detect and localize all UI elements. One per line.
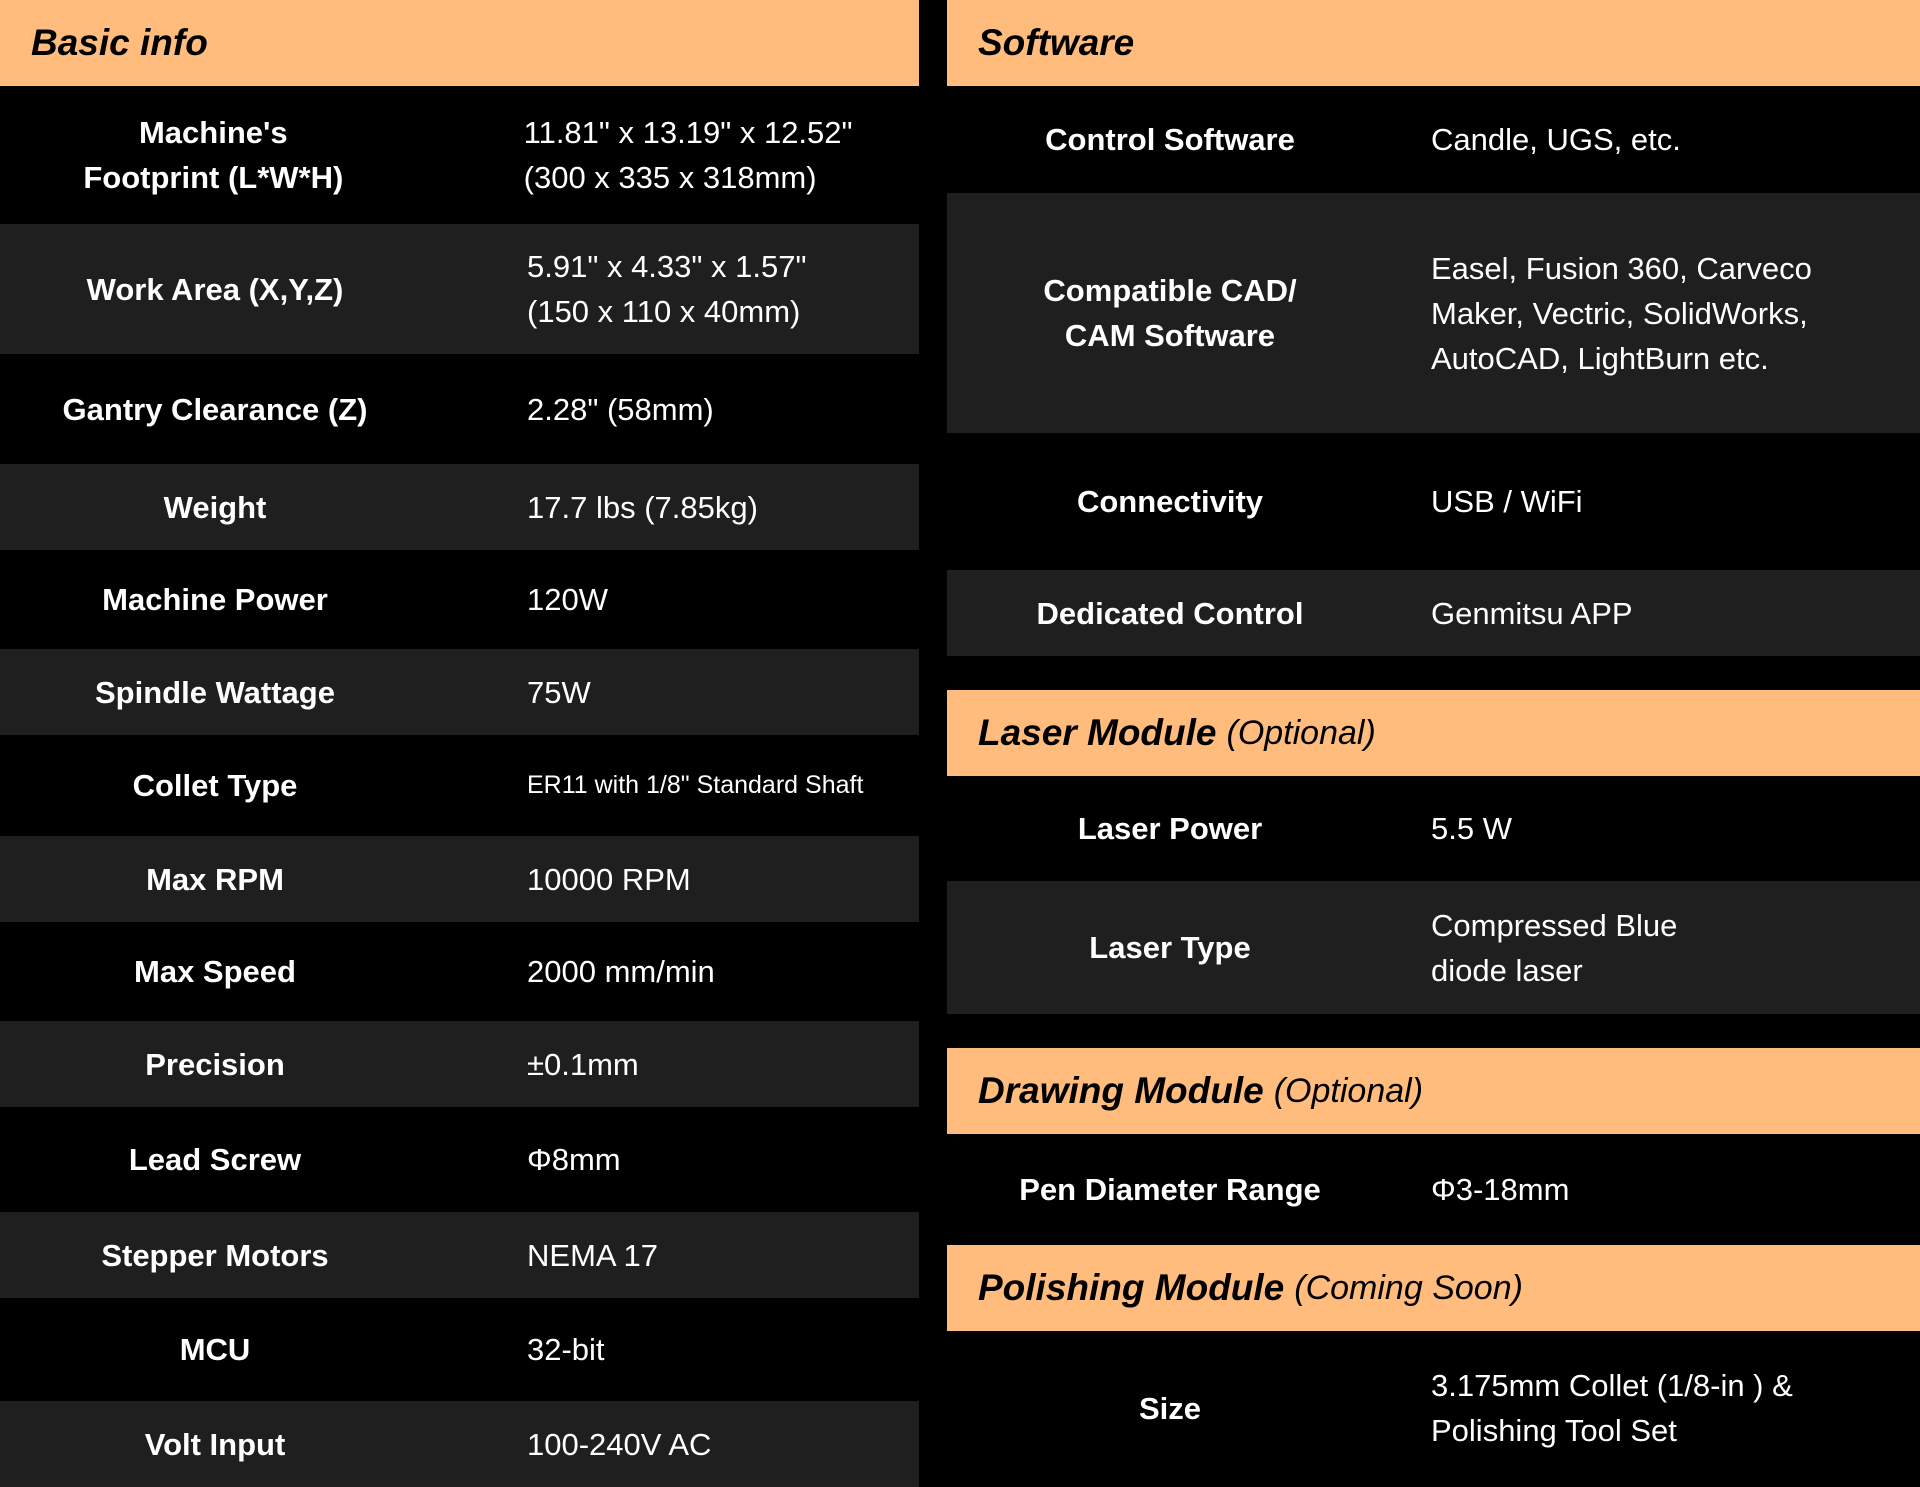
spec-label: Lead Screw <box>128 1142 302 1177</box>
section-gap <box>947 656 1920 690</box>
spec-row-machine-power <box>0 550 919 649</box>
spec-label: Collet Type <box>132 768 298 803</box>
spec-label: Max RPM <box>146 861 284 897</box>
drawing-module-header <box>947 1048 1920 1134</box>
spec-label: Machine's Footprint (L*W*H) <box>83 115 344 195</box>
spec-label: Laser Power <box>1077 811 1263 846</box>
spec-label: Weight <box>163 489 267 525</box>
spec-value: 5.91" x 4.33" x 1.57" (150 x 110 x 40mm) <box>527 249 807 329</box>
spec-label: Gantry Clearance (Z) <box>62 391 368 427</box>
spec-label: Volt Input <box>144 1426 286 1462</box>
spec-row-spindle-wattage <box>0 649 919 735</box>
spec-row-footprint <box>0 86 919 224</box>
spec-value: 100-240V AC <box>527 1426 712 1462</box>
spec-value: Φ3-18mm <box>1431 1172 1570 1207</box>
spec-value: Easel, Fusion 360, Carveco Maker, Vectric, SolidWorks, AutoCAD, LightBurn etc. <box>1431 250 1812 376</box>
spec-row-lead-screw <box>0 1107 919 1212</box>
spec-label: Dedicated Control <box>1036 595 1304 631</box>
spec-value: USB / WiFi <box>1431 484 1583 519</box>
spec-value: Genmitsu APP <box>1431 595 1633 631</box>
spec-row-stepper-motors <box>0 1212 919 1298</box>
spec-row-precision <box>0 1021 919 1107</box>
spec-row-laser-type <box>947 881 1920 1014</box>
spec-value: NEMA 17 <box>527 1237 658 1273</box>
spec-label: Max Speed <box>134 954 296 989</box>
spec-value: ±0.1mm <box>527 1046 639 1082</box>
basic-info-header <box>0 0 919 86</box>
spec-row-laser-power <box>947 776 1920 881</box>
spec-label: Control Software <box>1045 122 1295 157</box>
spec-row-collet-type <box>0 735 919 836</box>
spec-label: Size <box>1138 1390 1202 1426</box>
spec-row-gantry-clearance <box>0 354 919 464</box>
spec-row-weight <box>0 464 919 550</box>
spec-row-mcu <box>0 1298 919 1401</box>
spec-value: ER11 with 1/8" Standard Shaft <box>527 771 864 799</box>
spec-value: 2.28" (58mm) <box>527 391 714 427</box>
drawing-module-title: Drawing Module <box>978 1070 1264 1111</box>
spec-value: 11.81" x 13.19" x 12.52" (300 x 335 x 318mm) <box>523 115 853 195</box>
spec-value: 75W <box>527 674 591 710</box>
spec-value: 3.175mm Collet (1/8-in ) & Polishing Tool Set <box>1431 1368 1793 1448</box>
polishing-module-subtitle: (Coming Soon) <box>1294 1268 1523 1307</box>
section-gap <box>947 1014 1920 1048</box>
software-header <box>947 0 1920 86</box>
spec-row-polishing-size <box>947 1331 1920 1485</box>
spec-value: 17.7 lbs (7.85kg) <box>527 489 758 525</box>
right-column <box>947 0 1920 1485</box>
spec-label: Laser Type <box>1089 930 1251 965</box>
spec-value: 5.5 W <box>1431 811 1512 846</box>
spec-value: 32-bit <box>527 1332 605 1367</box>
spec-value: Candle, UGS, etc. <box>1431 122 1681 157</box>
spec-row-max-rpm <box>0 836 919 922</box>
software-title: Software <box>978 22 1135 63</box>
spec-value: 2000 mm/min <box>527 954 715 989</box>
spec-label: Stepper Motors <box>101 1237 329 1273</box>
spec-label: Machine Power <box>102 582 328 617</box>
spec-value: Φ8mm <box>527 1142 621 1177</box>
spec-row-work-area <box>0 224 919 354</box>
spec-label: Spindle Wattage <box>95 674 335 710</box>
spec-label: MCU <box>179 1332 251 1367</box>
laser-module-header <box>947 690 1920 776</box>
spec-row-pen-diameter-range <box>947 1134 1920 1245</box>
spec-label: Pen Diameter Range <box>1019 1172 1321 1207</box>
spec-row-dedicated-control <box>947 570 1920 656</box>
spec-label: Connectivity <box>1076 484 1264 519</box>
laser-module-title: Laser Module <box>978 712 1217 753</box>
laser-module-subtitle: (Optional) <box>1226 713 1376 752</box>
spec-value: Compressed Blue diode laser <box>1431 907 1678 988</box>
spec-value: 10000 RPM <box>527 861 691 897</box>
spec-label: Compatible CAD/ CAM Software <box>1043 273 1297 353</box>
spec-label: Precision <box>145 1046 285 1082</box>
spec-row-control-software <box>947 86 1920 193</box>
basic-info-section <box>0 0 919 1487</box>
spec-label: Work Area (X,Y,Z) <box>86 271 344 307</box>
drawing-module-subtitle: (Optional) <box>1273 1071 1424 1110</box>
spec-row-cad-cam-software <box>947 193 1920 433</box>
polishing-module-title: Polishing Module <box>978 1267 1285 1308</box>
spec-row-volt-input <box>0 1401 919 1487</box>
polishing-module-header <box>947 1245 1920 1331</box>
spec-row-connectivity <box>947 433 1920 570</box>
basic-info-title: Basic info <box>31 22 208 63</box>
spec-value: 120W <box>527 582 608 617</box>
spec-row-max-speed <box>0 922 919 1021</box>
